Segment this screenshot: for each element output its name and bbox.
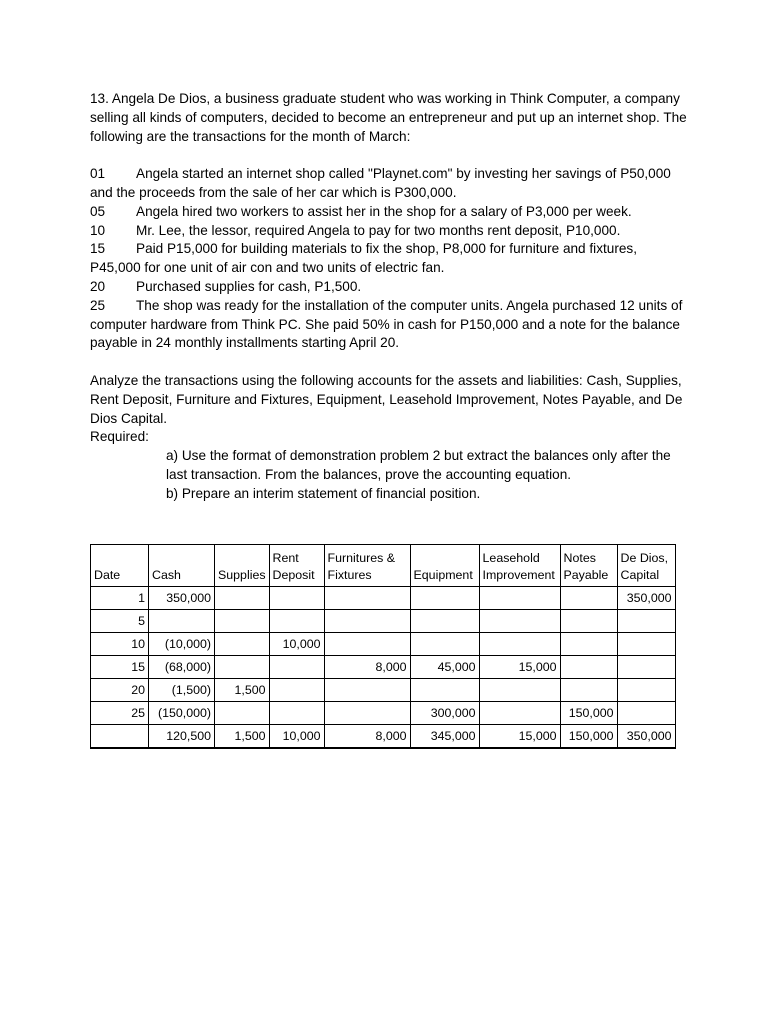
analyze-instructions: Analyze the transactions using the following accounts for the assets and liabilities: Cash, Supplies, Rent Deposit, Furniture and Fixtures, Equipment, Leasehold Improvement, Notes Payable, and De Dios Capital. [90,372,683,426]
transaction-day: 01 [90,166,106,182]
cell-cash: (10,000) [149,633,215,656]
cell-capital [617,656,675,679]
transaction-text: Purchased supplies for cash, P1,500. [136,278,362,294]
transaction-item [90,165,690,203]
cell-date: 1 [91,587,149,610]
cell-capital [617,610,675,633]
table-row [91,679,676,702]
cell-furniture-fixtures [324,702,410,725]
cell-capital [617,633,675,656]
cell-supplies [215,702,270,725]
cell-leasehold-improvement: 15,000 [479,656,560,679]
cell-notes-payable [560,610,617,633]
cell-notes-payable [560,633,617,656]
cell-rent-deposit [269,587,324,610]
table-row [91,587,676,610]
cell-rent-deposit [269,610,324,633]
cell-supplies [215,656,270,679]
cell-furniture-fixtures [324,679,410,702]
cell-leasehold-improvement [479,702,560,725]
cell-rent-deposit [269,702,324,725]
header-notes-payable: Notes Payable [560,545,617,587]
cell-cash: (1,500) [149,679,215,702]
table-row [91,702,676,725]
cell-leasehold-improvement [479,633,560,656]
cell-leasehold-improvement: 15,000 [479,725,560,749]
table-row [91,633,676,656]
cell-date: 15 [91,656,149,679]
cell-equipment: 300,000 [410,702,479,725]
cell-furniture-fixtures [324,587,410,610]
cell-equipment [410,610,479,633]
spacer [90,146,690,165]
cell-date [91,725,149,749]
cell-notes-payable [560,587,617,610]
cell-rent-deposit: 10,000 [269,725,324,749]
header-supplies: Supplies [215,545,270,587]
cell-date: 20 [91,679,149,702]
cell-date: 10 [91,633,149,656]
cell-cash: (150,000) [149,702,215,725]
cell-cash: 120,500 [149,725,215,749]
cell-furniture-fixtures [324,610,410,633]
cell-furniture-fixtures [324,633,410,656]
cell-equipment [410,679,479,702]
transaction-day: 20 [90,278,106,294]
required-item-b: b) Prepare an interim statement of financial position. [166,485,481,501]
transaction-day: 10 [90,222,106,238]
cell-date: 25 [91,702,149,725]
cell-capital [617,679,675,702]
cell-rent-deposit [269,656,324,679]
cell-rent-deposit [269,679,324,702]
cell-leasehold-improvement [479,679,560,702]
transaction-day: 05 [90,203,106,219]
cell-leasehold-improvement [479,610,560,633]
cell-supplies [215,633,270,656]
cell-notes-payable: 150,000 [560,725,617,749]
transaction-text: Paid P15,000 for building materials to fix the shop, P8,000 for furniture and fixtures, P45,000 for one unit of air con and two units of electric fan. [90,241,637,276]
transaction-day: 25 [90,297,106,313]
cell-cash: 350,000 [149,587,215,610]
transaction-item [90,278,690,297]
header-rent-deposit: Rent Deposit [269,545,324,587]
header-furniture-fixtures: Furnitures & Fixtures [324,545,410,587]
required-item-a: a) Use the format of demonstration problem 2 but extract the balances only after the last transaction. From the balances, prove the accounting equation. [166,448,671,482]
cell-equipment [410,587,479,610]
cell-capital: 350,000 [617,725,675,749]
table-row [91,656,676,679]
cell-furniture-fixtures: 8,000 [324,656,410,679]
transaction-item [90,222,690,241]
cell-cash: (68,000) [149,656,215,679]
cell-supplies [215,587,270,610]
cell-supplies [215,610,270,633]
transaction-text: The shop was ready for the installation of the computer units. Angela purchased 12 units of computer hardware from Think PC. She paid 50% in cash for P150,000 and a note for the balance payable in 24 monthly installments starting April 20. [90,297,683,351]
cell-capital [617,702,675,725]
cell-notes-payable [560,679,617,702]
cell-rent-deposit: 10,000 [269,633,324,656]
required-label: Required: [90,429,149,445]
header-equipment: Equipment [410,545,479,587]
cell-notes-payable [560,656,617,679]
table-row [91,610,676,633]
header-date: Date [91,545,149,587]
header-leasehold-improvement: Leasehold Improvement [479,545,560,587]
spacer [90,353,690,372]
transaction-analysis-table [90,544,676,749]
header-cash: Cash [149,545,215,587]
transaction-item [90,203,690,222]
table-header-row [91,545,676,587]
cell-notes-payable: 150,000 [560,702,617,725]
cell-supplies: 1,500 [215,725,270,749]
totals-row [91,725,676,749]
cell-supplies: 1,500 [215,679,270,702]
cell-capital: 350,000 [617,587,675,610]
transaction-text: Angela hired two workers to assist her in the shop for a salary of P3,000 per week. [136,203,632,219]
problem-intro: 13. Angela De Dios, a business graduate student who was working in Think Computer, a company selling all kinds of computers, decided to become an entrepreneur and put up an internet shop. The following are the transactions for the month of March: [90,91,687,144]
problem-text [90,90,690,504]
transaction-item [90,297,690,353]
cell-equipment: 345,000 [410,725,479,749]
cell-leasehold-improvement [479,587,560,610]
transaction-day: 15 [90,241,106,257]
cell-cash [149,610,215,633]
cell-date: 5 [91,610,149,633]
transaction-item [90,240,690,278]
cell-furniture-fixtures: 8,000 [324,725,410,749]
cell-equipment [410,633,479,656]
cell-equipment: 45,000 [410,656,479,679]
transaction-text: Angela started an internet shop called "Playnet.com" by investing her savings of P50,000 and the proceeds from the sale of her car which is P300,000. [90,166,671,200]
transaction-text: Mr. Lee, the lessor, required Angela to pay for two months rent deposit, P10,000. [136,222,621,238]
header-capital: De Dios, Capital [617,545,675,587]
